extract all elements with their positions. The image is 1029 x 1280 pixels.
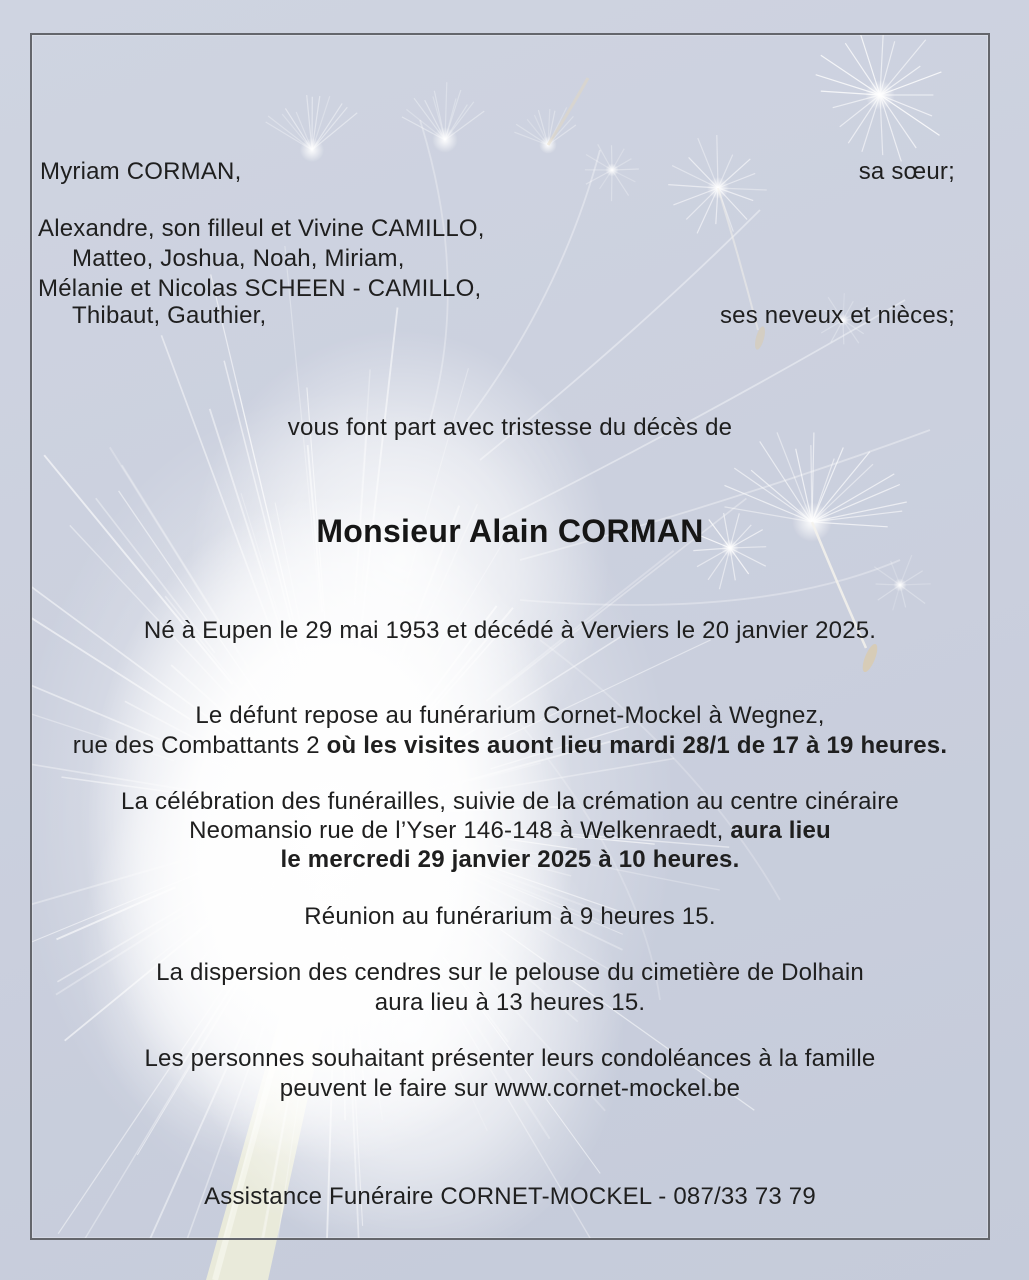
wake-line-2-plain: rue des Combattants 2 [72, 732, 327, 759]
sister-name-line: Myriam CORMAN, [40, 158, 242, 185]
condolences-line-2-plain: peuvent le faire sur [279, 1075, 495, 1102]
sister-relation-label: sa sœur; [858, 158, 955, 185]
birth-death-line: Né à Eupen le 29 mai 1953 et décédé à Verviers le 20 janvier 2025. [143, 617, 877, 644]
funeral-home-contact: Assistance Funéraire CORNET-MOCKEL - 087/33 73 79 [204, 1183, 816, 1210]
ashes-line-1: La dispersion des cendres sur le pelouse du cimetière de Dolhain [156, 959, 864, 986]
deceased-name-title: Monsieur Alain CORMAN [316, 513, 704, 549]
wake-line-2-bold: où les visites auont lieu mardi 28/1 de 17 à 19 heures. [326, 732, 948, 759]
nephews-line-2: Matteo, Joshua, Noah, Miriam, [72, 245, 405, 272]
nephews-relation-label: ses neveux et nièces; [719, 302, 955, 329]
nephews-line-3: Mélanie et Nicolas SCHEEN - CAMILLO, [38, 275, 482, 302]
wake-line-2 [30, 731, 990, 761]
ashes-line-2: aura lieu à 13 heures 15. [374, 989, 646, 1016]
wake-line-1: Le défunt repose au funérarium Cornet-Mockel à Wegnez, [195, 702, 825, 729]
funeral-line-2 [30, 816, 990, 846]
meeting-line: Réunion au funérarium à 9 heures 15. [304, 903, 716, 930]
condolences-line-1: Les personnes souhaitant présenter leurs condoléances à la famille [144, 1045, 876, 1072]
condolences-website: www.cornet-mockel.be [494, 1075, 741, 1102]
funeral-line-2-plain: Neomansio rue de l’Yser 146-148 à Welkenraedt, [189, 817, 731, 844]
nephews-line-1: Alexandre, son filleul et Vivine CAMILLO, [38, 215, 485, 242]
condolences-line-2 [30, 1074, 990, 1104]
nephews-line-4: Thibaut, Gauthier, [72, 302, 267, 329]
funeral-line-1: La célébration des funérailles, suivie de la crémation au centre cinéraire [121, 788, 899, 815]
announcement-line: vous font part avec tristesse du décès de [287, 414, 733, 441]
funeral-line-2-bold: aura lieu [730, 817, 831, 844]
funeral-line-3: le mercredi 29 janvier 2025 à 10 heures. [280, 846, 740, 873]
